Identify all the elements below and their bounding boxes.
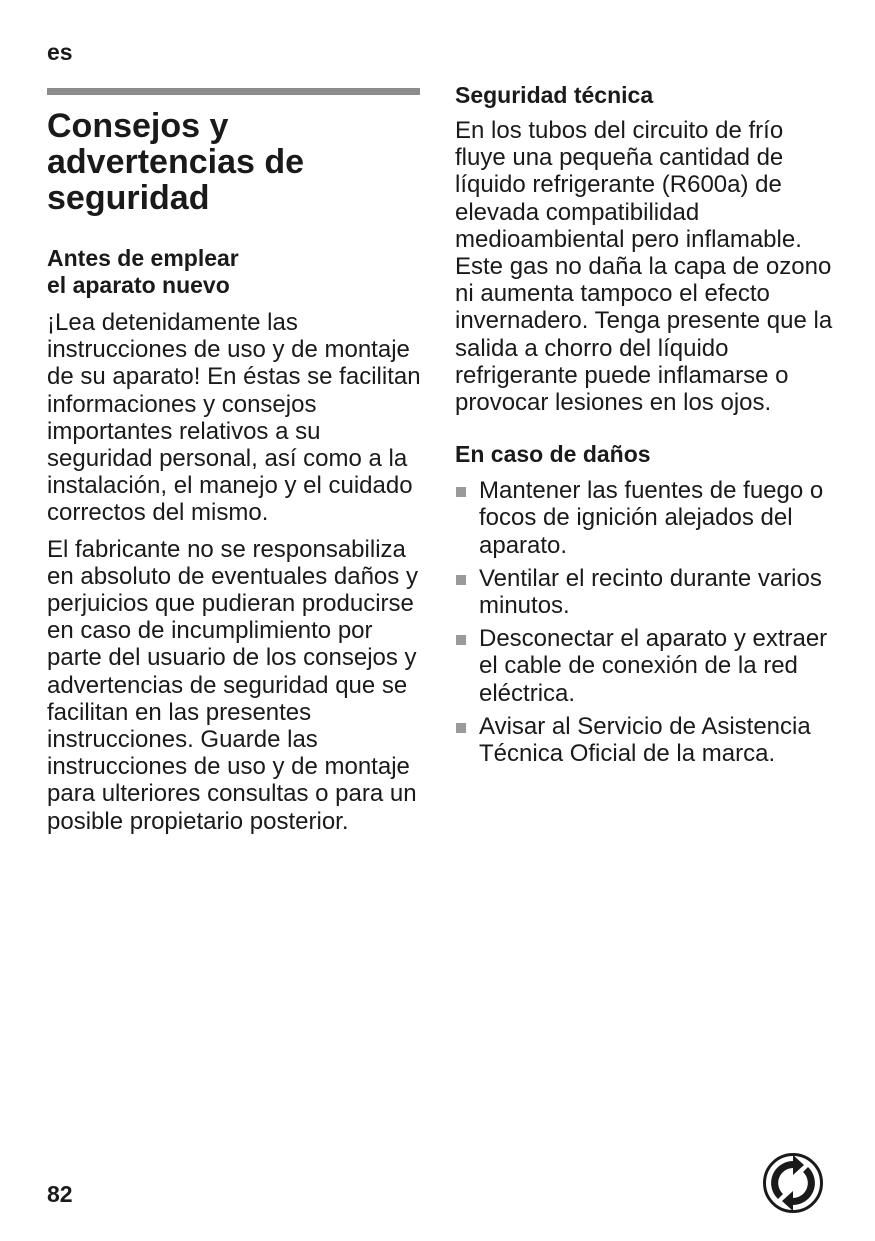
section-title-technical-safety: Seguridad técnica [455,82,654,108]
square-bullet-icon [456,575,466,585]
section-divider [47,88,420,95]
liability-paragraph: El fabricante no se responsabiliza en absoluto de eventuales daños y perjuicios que pudieran producirse en caso de incumplimiento por parte del usuario de los consejos y advertencias de seguridad que se facilitan en las presentes instrucciones. Guarde las instrucciones de uso y de montaje para ulteriores consultas o para un posible propietario posterior. [47,535,418,835]
square-bullet-icon [456,487,466,497]
list-item-text: Mantener las fuentes de fuego o focos de ignición alejados del aparato. [479,477,824,559]
list-item-text: Ventilar el recinto durante varios minutos. [479,564,822,620]
language-code: es [47,39,73,65]
list-item-text: Avisar al Servicio de Asistencia Técnica Oficial de la marca. [479,712,811,768]
section-title-damage: En caso de daños [455,441,651,468]
list-item [455,565,835,619]
right-column [455,82,835,773]
section-title-line-2: el aparato nuevo [47,272,230,298]
list-item-text: Desconectar el aparato y extraer el cable de conexión de la red eléctrica. [479,625,828,707]
page-number: 82 [47,1181,73,1207]
section-title-before-use [47,245,422,299]
section-title-line-1: Antes de emplear [47,245,239,271]
square-bullet-icon [456,635,466,645]
intro-paragraph: ¡Lea detenidamente las instrucciones de uso y de montaje de su aparato! En éstas se facilitan informaciones y consejos importantes relativos a su seguridad personal, así como a la instalación, el manejo y el cuidado correctos del mismo. [47,309,421,527]
list-item [455,477,835,559]
list-item [455,713,835,767]
damage-instructions-list [455,477,835,767]
page-title: Consejos y advertencias de seguridad [47,107,305,217]
list-item [455,625,835,707]
square-bullet-icon [456,723,466,733]
left-column [47,88,422,835]
green-dot-recycling-icon [762,1152,824,1214]
technical-safety-paragraph: En los tubos del circuito de frío fluye una pequeña cantidad de líquido refrigerante (R600a) de elevada compatibilidad medioambiental pero inflamable. Este gas no daña la capa de ozono ni aumenta tampoco el efecto invernadero. Tenga presente que la salida a chorro del líquido refrigerante puede inflamarse o provocar lesiones en los ojos. [455,117,833,417]
